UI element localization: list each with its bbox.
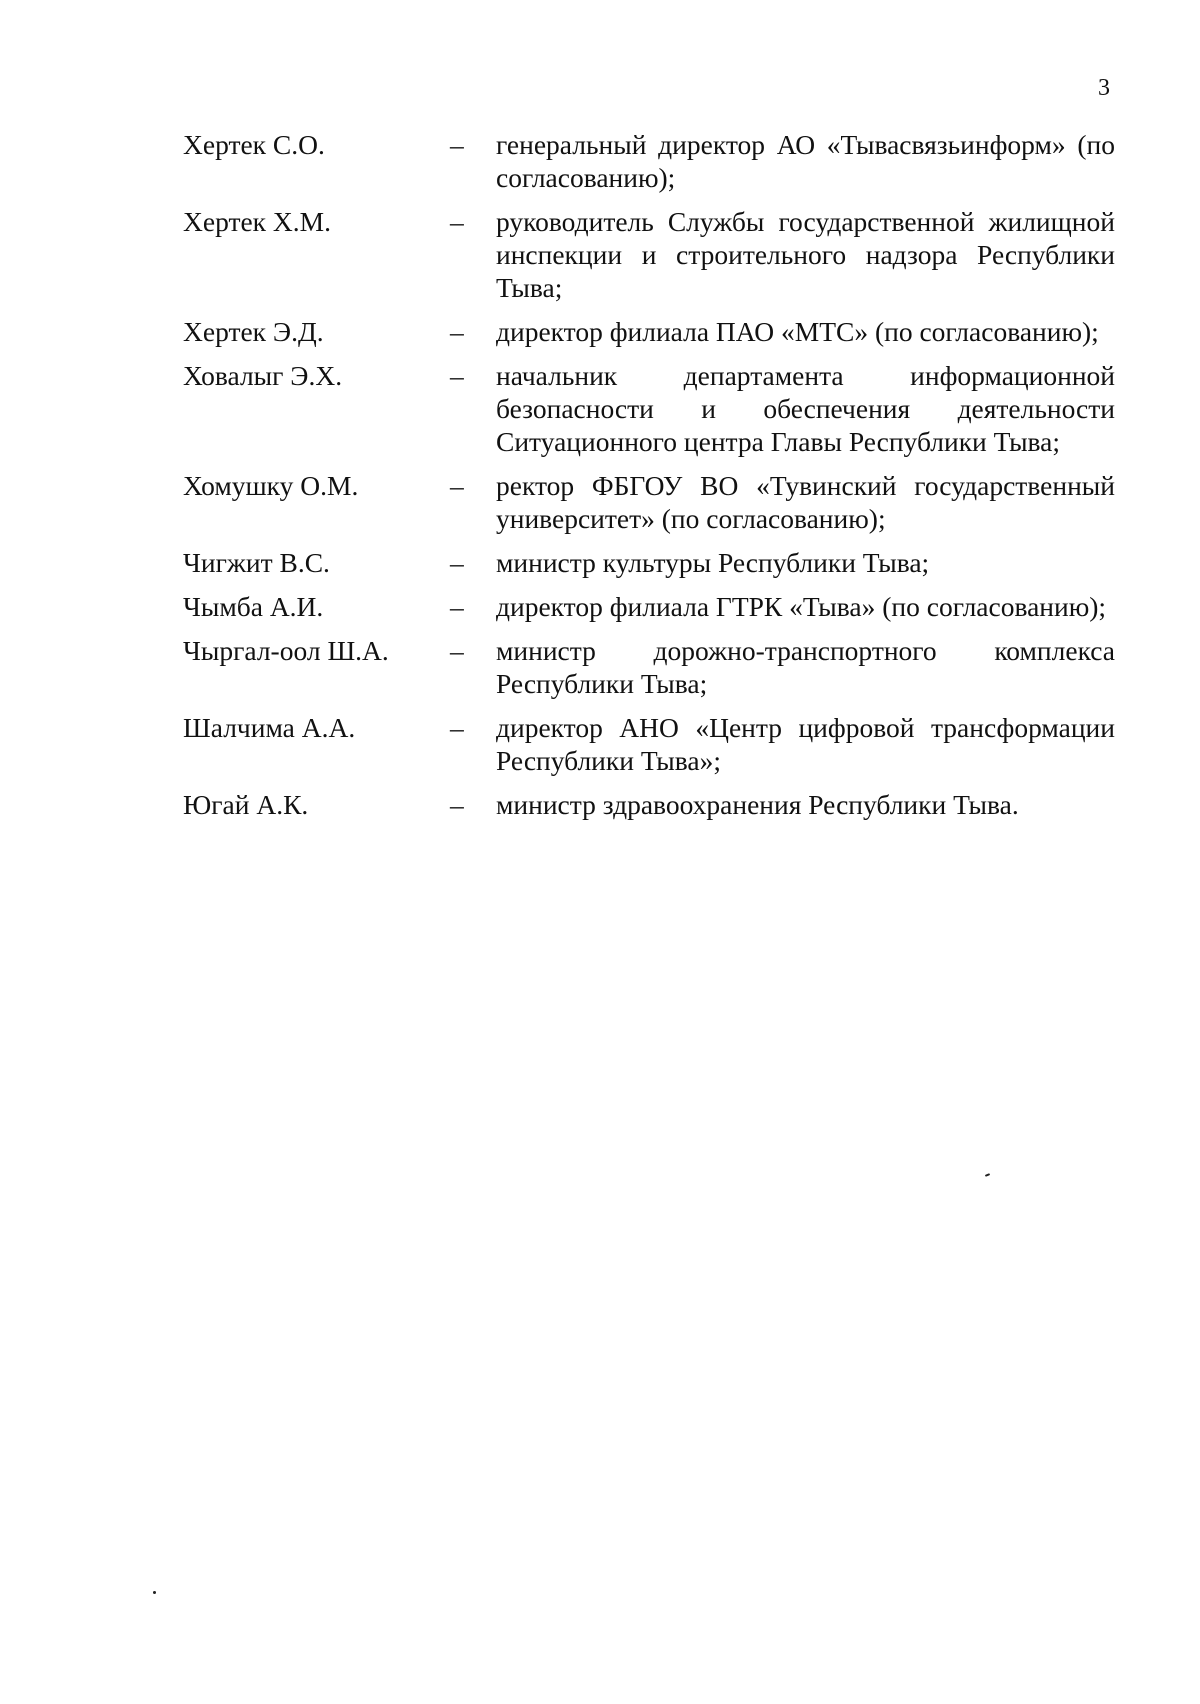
member-row: [183, 634, 1115, 700]
member-name: Югай А.К.: [183, 789, 309, 820]
member-dash: –: [450, 129, 464, 160]
member-name: Чыргал-оол Ш.А.: [183, 635, 389, 666]
member-row: [183, 315, 1115, 348]
member-dash: –: [450, 206, 464, 237]
member-row: [183, 128, 1115, 194]
member-name: Чымба А.И.: [183, 591, 324, 622]
member-position: директор филиала ПАО «МТС» (по согласованию);: [496, 316, 1099, 347]
member-name: Хертек Х.М.: [183, 206, 331, 237]
member-position: начальник департамента информационной безопасности и обеспечения деятельности Ситуационного центра Главы Республики Тыва;: [496, 360, 1115, 457]
member-position: ректор ФБГОУ ВО «Тувинский государственный университет» (по согласованию);: [496, 470, 1115, 534]
member-name: Хомушку О.М.: [183, 470, 359, 501]
members-list: [183, 128, 1115, 821]
member-position: директор АНО «Центр цифровой трансформации Республики Тыва»;: [496, 712, 1115, 776]
member-position: руководитель Службы государственной жилищной инспекции и строительного надзора Республики Тыва;: [496, 206, 1115, 303]
member-position: министр дорожно-транспортного комплекса Республики Тыва;: [496, 635, 1115, 699]
member-dash: –: [450, 316, 464, 347]
scan-speck: [985, 1173, 990, 1177]
member-dash: –: [450, 591, 464, 622]
member-position: директор филиала ГТРК «Тыва» (по согласованию);: [496, 591, 1107, 622]
member-dash: –: [450, 712, 464, 743]
member-position: министр здравоохранения Республики Тыва.: [496, 789, 1019, 820]
member-name: Хертек Э.Д.: [183, 316, 324, 347]
member-row: [183, 469, 1115, 535]
member-position: генеральный директор АО «Тывасвязьинформ» (по согласованию);: [496, 129, 1115, 193]
member-dash: –: [450, 360, 464, 391]
member-dash: –: [450, 789, 464, 820]
member-row: [183, 788, 1115, 821]
member-position: министр культуры Республики Тыва;: [496, 547, 930, 578]
member-dash: –: [450, 635, 464, 666]
scan-speck: [153, 1591, 156, 1594]
member-row: [183, 359, 1115, 458]
member-name: Чигжит В.С.: [183, 547, 330, 578]
member-name: Ховалыг Э.Х.: [183, 360, 343, 391]
member-row: [183, 590, 1115, 623]
member-row: [183, 546, 1115, 579]
member-dash: –: [450, 547, 464, 578]
member-dash: –: [450, 470, 464, 501]
member-name: Шалчима А.А.: [183, 712, 356, 743]
page-number: 3: [1098, 75, 1110, 101]
member-name: Хертек С.О.: [183, 129, 325, 160]
member-row: [183, 205, 1115, 304]
member-row: [183, 711, 1115, 777]
